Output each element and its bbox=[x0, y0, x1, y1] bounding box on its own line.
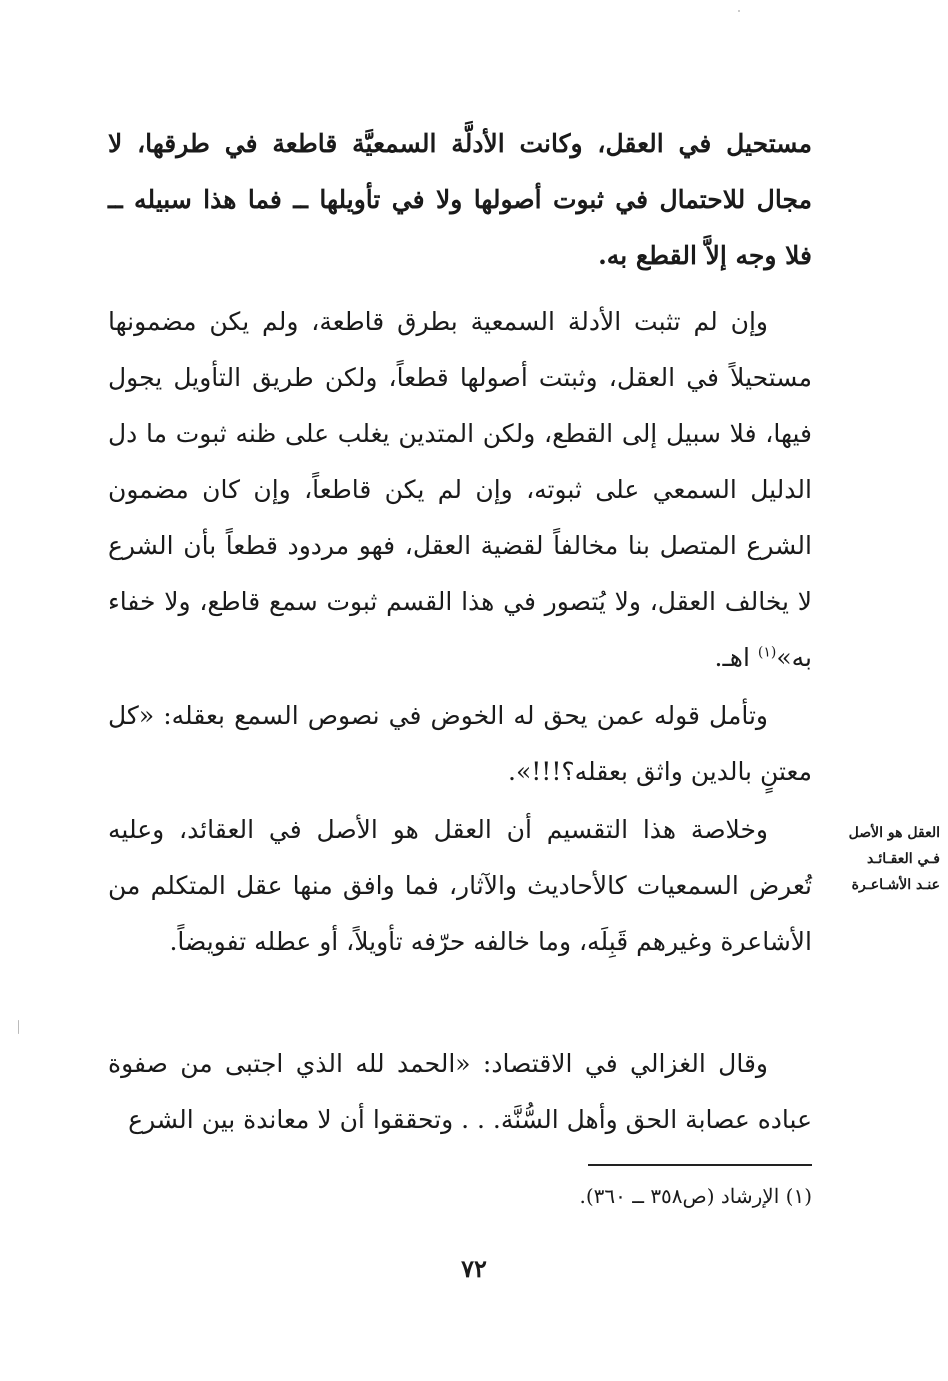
paragraph-2 bbox=[108, 294, 812, 686]
footnote-divider bbox=[588, 1164, 812, 1166]
margin-note bbox=[820, 820, 940, 898]
paragraph-1: مستحيل في العقل، وكانت الأدلَّة السمعيَّة قاطعة في طرقها، لا مجال للاحتمال في ثبوت أصولها ولا في تأويلها ــ فما هذا سبيله ــ فلا وجه إلاَّ القطع به. bbox=[108, 129, 812, 270]
margin-note-line-2: فـي العقـائـد bbox=[866, 851, 940, 867]
paragraph-4: وخلاصة هذا التقسيم أن العقل هو الأصل في العقائد، وعليه تُعرض السمعيات كالأحاديث والآثار، فما وافق منها عقل المتكلم من الأشاعرة وغيرهم قَبِلَه، وما خالفه حرّفه تأويلاً، أو عطله تفويضاً. bbox=[108, 815, 812, 956]
footnote-1: (١) الإرشاد (ص٣٥٨ ــ ٣٦٠). bbox=[579, 1184, 812, 1208]
paragraph-3: وتأمل قوله عمن يحق له الخوض في نصوص السمع بعقله: «كل معتنٍ بالدين واثق بعقله؟!!!». bbox=[108, 701, 812, 786]
paragraph-2-end: اهـ. bbox=[714, 643, 758, 672]
margin-note-line-1: العقل هو الأصل bbox=[848, 825, 940, 841]
page-number: ٧٢ bbox=[461, 1254, 487, 1283]
margin-note-line-3: عنـد الأشـاعـرة bbox=[851, 877, 940, 893]
scan-speck bbox=[18, 1020, 19, 1034]
footnote-ref-1: (١) bbox=[757, 644, 777, 661]
paragraph-5: وقال الغزالي في الاقتصاد: «الحمد لله الذي اجتبى من صفوة عباده عصابة الحق وأهل السُّنَّة. . . وتحققوا أن لا معاندة بين الشرع bbox=[108, 1049, 812, 1134]
paragraph-2-body: وإن لم تثبت الأدلة السمعية بطرق قاطعة، ولم يكن مضمونها مستحيلاً في العقل، وثبتت أصولها قطعاً، ولكن طريق التأويل يجول فيها، فلا سبيل إلى القطع، ولكن المتدين يغلب على ظنه ثبوت ما دل الدليل السمعي على ثبوته، وإن لم يكن قاطعاً، وإن كان مضمون الشرع المتصل بنا مخالفاً لقضية العقل، فهو مردود قطعاً بأن الشرع لا يخالف العقل، ولا يُتصور في هذا القسم ثبوت سمع قاطع، ولا خفاء به» bbox=[108, 307, 812, 672]
scan-speck bbox=[738, 10, 740, 12]
